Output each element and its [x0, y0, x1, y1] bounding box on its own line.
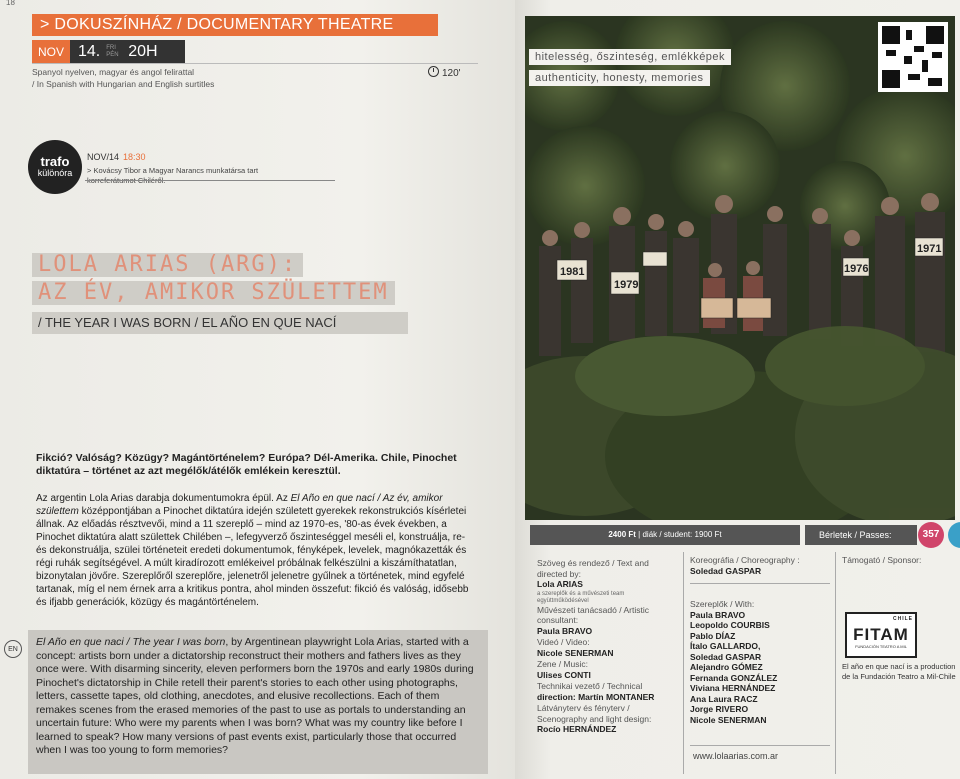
page-number: 18: [6, 0, 15, 7]
cast-member: Ítalo GALLARDO,: [690, 641, 761, 651]
cast-member: Nicole SENERMAN: [690, 714, 767, 725]
divider: [835, 552, 836, 774]
section-banner: > DOKUSZÍNHÁZ / DOCUMENTARY THEATRE: [32, 14, 438, 36]
passes-label: Bérletek / Passes:: [805, 525, 917, 545]
date-bar: [70, 40, 185, 64]
fitam-logo-subtitle: FUNDACIÓN TEATRO A MIL: [855, 644, 907, 649]
clock-icon: [428, 66, 439, 77]
divider: [690, 745, 830, 746]
date-row: [32, 40, 185, 64]
trafo-date: NOV/14 18:30: [87, 152, 146, 162]
photo-sign-text: 1976: [844, 263, 869, 275]
fitam-logo: FITAM CHILE: [845, 612, 917, 658]
cast-member: Pablo DÍAZ: [690, 630, 736, 641]
photo-sign-text: 1971: [917, 243, 942, 255]
credits-column-1: Szöveg és rendező / Text and directed by: Lola ARIAS a szereplők és a művészeti team együttműködésével Művészeti tanácsadó / Artistic consultant: Paula BRAVO Videó / Video: Nicole SENERMAN Zene / Music: Ulises CONTI Technikai vezető / Technical direction: Martín MONTANER Látványterv és fényterv / Scenography and light design: Rocío HERNÁNDEZ: [537, 558, 655, 734]
sponsor-column: Támogató / Sponsor:: [842, 555, 922, 565]
qr-code[interactable]: [878, 22, 948, 92]
photo-sign-text: 1979: [614, 279, 639, 291]
duration: 120': [428, 66, 461, 79]
divider: [32, 63, 478, 64]
date-time: 20H: [128, 43, 158, 60]
lead-text: Fikció? Valóság? Közügy? Magántörténelem? Európa? Dél-Amerika. Chile, Pinochet diktatúra – történet az azt megélők/átélők emlékein keresztül.: [36, 452, 457, 477]
date-day: 14.: [78, 43, 101, 60]
photo-sign-text: 1981: [560, 266, 585, 278]
cast-member: Alejandro GÓMEZ: [690, 662, 763, 672]
divider: [690, 583, 830, 584]
english-body: El Año en que naci / The year I was born, by Argentinean playwright Lola Arias, started with a concept: artists born under a dictatorship reconstruct their mothers and fathers lives as they once were. With disarming sincerity, eleven performers born the 1970s and early 1980s during Pinochet's dictatorship in Chile retell their parent's stories to each other using photographs, letters, cassette tapes, old clothing, anecdotes, and elusive recollections. Each of them remakes scenes from the erased memories of the past to use as portals to understanding an uncertain future: Who were my parents when I was born? What was my country like before I learned to speak? How many versions of past events exist, particularly those that occurred when I was too young to form memories?: [28, 630, 488, 774]
divider: [85, 180, 335, 181]
cast-member: Viviana HERNÁNDEZ: [690, 683, 776, 693]
credits-column-2: Koreográfia / Choreography : Soledad GASPAR Szereplők / With: Paula BRAVO Leopoldo COURBIS Pablo DÍAZ Ítalo GALLARDO, Soledad GASPAR Alejandro GÓMEZ Fernanda GONZÁLEZ Viviana HERNÁNDEZ Ana Laura RACZ Jorge RIVERO Nicole SENERMAN: [690, 555, 830, 725]
title-line-1: LOLA ARIAS (ARG):: [32, 253, 303, 277]
trafo-logo: trafo különóra: [28, 140, 82, 194]
website-link[interactable]: www.lolaarias.com.ar: [693, 751, 779, 761]
price-bar: 2400 Ft | diák / student: 1900 Ft: [530, 525, 800, 545]
divider: [683, 552, 684, 774]
sponsor-note: El año en que nací is a production de la Fundación Teatro a Mil-Chile: [842, 662, 956, 681]
pass-badge: 357: [918, 522, 944, 548]
title-line-2: AZ ÉV, AMIKOR SZÜLETTEM: [32, 281, 395, 305]
cast-member: Jorge RIVERO: [690, 704, 749, 714]
cast-member: Fernanda GONZÁLEZ: [690, 672, 778, 683]
tagline-hungarian: hitelesség, őszinteség, emlékképek: [529, 49, 731, 65]
date-month: NOV: [32, 40, 70, 64]
cast-member: Paula BRAVO: [690, 609, 746, 620]
title-subtitle: / THE YEAR I WAS BORN / EL AÑO EN QUE NACÍ: [32, 312, 408, 334]
trafo-note: > Kovácsy Tibor a Magyar Narancs munkatársa tart korreferátumot Chiléről.: [87, 166, 259, 185]
cast-member: Leopoldo COURBIS: [690, 620, 770, 630]
cast-member: Ana Laura RACZ: [690, 693, 758, 704]
cast-list: [690, 610, 830, 726]
date-weekday: FRI PÉN: [106, 45, 119, 58]
tagline-english: authenticity, honesty, memories: [529, 70, 710, 86]
cast-member: Soledad GASPAR: [690, 651, 762, 662]
hungarian-body: Az argentin Lola Arias darabja dokumentumokra épül. Az El Año en que nací / Az év, amikor születtem középpontjában a Pinochet diktatúra idején született gyerekek rekonstrukciós kísérletei állnak. Az előadás résztvevői, mind a 11 szereplő – mind az 1970-es, '80-as évek években, a Pinochet diktatúra alatt születtek Chilében –, lefegyverző őszinteséggel meséli el, konstruálja, re- és dekonstruálja, szülei történeteit eredeti dokumentumok, fényképek, levelek, magnókazetták és régi ruhák segítségével. A múlt kiradírozott emlékeivel próbálnak felkészülni a kiszámíthatatlan, bizonytalan jövőre. Szereplőről szereplőre, jelenetről jelenetre gyűlnek a történetek, mind egyfelé tartanak, míg el nem érnek arra a kritikus pontra, ahol minden összefut: fikció és valóság, idősebb és ifjabb generációk, közügy és magántörténelem.: [36, 493, 469, 608]
surtitles-info: Spanyol nyelven, magyar és angol felirattal / In Spanish with Hungarian and English surtitles: [32, 67, 215, 89]
language-marker-en: EN: [4, 640, 22, 658]
